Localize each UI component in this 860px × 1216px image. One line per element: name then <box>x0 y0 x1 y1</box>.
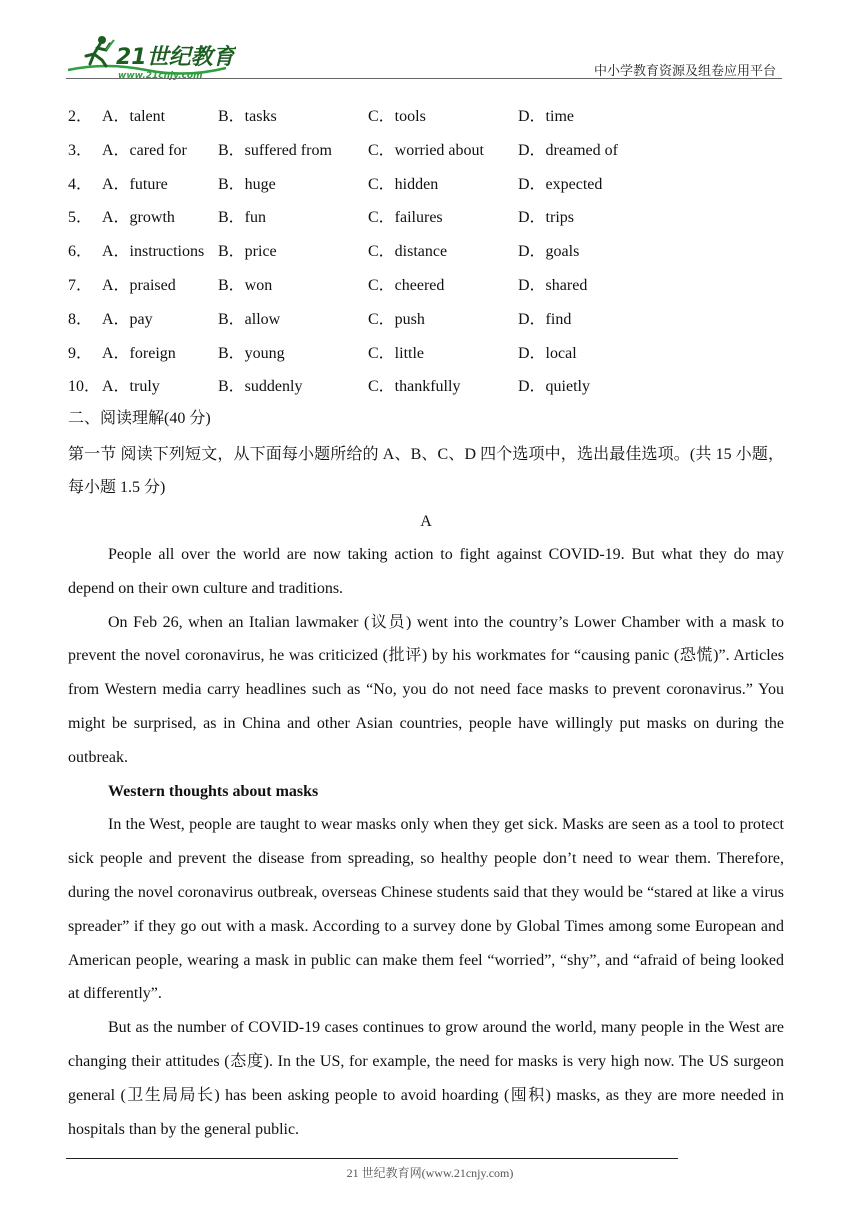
passage-paragraph: On Feb 26, when an Italian lawmaker (议员) went into the country’s Lower Chamber with a mask to prevent the novel coronavirus, he was criticized (批评) by his workmates for “causing panic (恐慌)”. Articles from Western media carry headlines such as “No, you do not need face masks to prevent coronavirus.” You might be surprised, as in China and other Asian countries, people have willingly put masks on during the outbreak. <box>68 613 784 766</box>
question-row <box>68 269 788 303</box>
option-a: A．talent <box>102 108 166 125</box>
page-header <box>0 0 860 84</box>
option-b: B．fun <box>218 209 267 227</box>
option-c: C．worried about <box>368 141 484 159</box>
question-number: 9． <box>68 344 93 362</box>
question-number: 10． <box>68 378 101 396</box>
question-row <box>68 337 788 371</box>
option-a: A．pay <box>102 310 153 328</box>
footer-divider <box>66 1158 678 1159</box>
section-title: 二、阅读理解(40 分) <box>68 410 211 427</box>
option-d: D．expected <box>518 175 603 193</box>
runner-logo-icon <box>66 34 236 80</box>
svg-text:21世纪教育: 21世纪教育 <box>116 45 235 70</box>
passage-letter: A <box>420 513 432 530</box>
option-c: C．hidden <box>368 175 439 193</box>
svg-text:www.21cnjy.com: www.21cnjy.com <box>118 71 203 80</box>
question-number: 4． <box>68 175 93 193</box>
option-c: C．distance <box>368 243 448 261</box>
question-row <box>68 235 788 269</box>
question-row <box>68 100 788 134</box>
option-d: D．local <box>518 344 577 362</box>
option-c: C．thankfully <box>368 378 461 396</box>
option-a: A．instructions <box>102 243 205 261</box>
option-b: B．tasks <box>218 108 277 125</box>
passage-paragraph: People all over the world are now taking action to fight against COVID-19. But what they do may depend on their own culture and traditions. <box>68 546 784 597</box>
question-row <box>68 303 788 337</box>
question-number: 8． <box>68 310 93 328</box>
option-c: C．tools <box>368 108 426 125</box>
question-row <box>68 134 788 168</box>
option-c: C．cheered <box>368 276 445 294</box>
option-d: D．goals <box>518 243 580 261</box>
option-a: A．foreign <box>102 344 176 362</box>
option-d: D．trips <box>518 209 575 227</box>
option-c: C．little <box>368 344 425 362</box>
option-b: B．won <box>218 276 273 294</box>
question-number: 2． <box>68 108 93 125</box>
section-instruction: 第一节 阅读下列短文，从下面每小题所给的 A、B、C、D 四个选项中，选出最佳选项。(共 15 小题，每小题 1.5 分) <box>68 446 784 496</box>
option-b: B．huge <box>218 175 276 193</box>
header-divider <box>66 78 782 79</box>
answer-options-list <box>68 100 788 404</box>
passage-heading: Western thoughts about masks <box>108 782 319 800</box>
option-d: D．quietly <box>518 378 590 396</box>
option-b: B．young <box>218 344 285 362</box>
option-a: A．truly <box>102 378 160 396</box>
question-number: 3． <box>68 141 93 159</box>
option-a: A．future <box>102 175 168 193</box>
option-d: D．shared <box>518 276 588 294</box>
option-b: B．suddenly <box>218 378 303 396</box>
option-c: C．failures <box>368 209 443 227</box>
question-row <box>68 201 788 235</box>
question-row <box>68 370 788 404</box>
platform-name: 中小学教育资源及组卷应用平台 <box>593 64 776 79</box>
question-number: 6． <box>68 243 93 261</box>
option-a: A．praised <box>102 276 176 294</box>
option-d: D．time <box>518 108 574 125</box>
option-d: D．find <box>518 310 572 328</box>
site-logo[interactable] <box>66 34 236 80</box>
option-b: B．allow <box>218 310 281 328</box>
reading-passage <box>68 538 784 1146</box>
option-d: D．dreamed of <box>518 141 618 159</box>
page-footer: 21 世纪教育网(www.21cnjy.com) <box>346 1166 514 1180</box>
option-a: A．cared for <box>102 141 187 159</box>
passage-paragraph: But as the number of COVID-19 cases continues to grow around the world, many people in the West are changing their attitudes (态度). In the US, for example, the need for masks is very high now. The US surgeon general (卫生局局长) has been asking people to avoid hoarding (囤积) masks, as they are more needed in hospitals than by the general public. <box>68 1019 784 1138</box>
option-b: B．price <box>218 243 277 261</box>
question-number: 7． <box>68 276 93 294</box>
option-c: C．push <box>368 310 425 328</box>
question-row <box>68 168 788 202</box>
option-b: B．suffered from <box>218 141 332 159</box>
question-number: 5． <box>68 209 93 227</box>
option-a: A．growth <box>102 209 175 227</box>
passage-paragraph: In the West, people are taught to wear masks only when they get sick. Masks are seen as a tool to protect sick people and prevent the disease from spreading, so healthy people don’t need to wear them. Therefore, during the novel coronavirus outbreak, overseas Chinese students said that they would be “stared at like a virus spreader” if they go out with a mask. According to a survey done by Global Times among some European and American people, wearing a mask in public can make them feel “worried”, “shy”, and “afraid of being looked at differently”. <box>68 816 784 1003</box>
